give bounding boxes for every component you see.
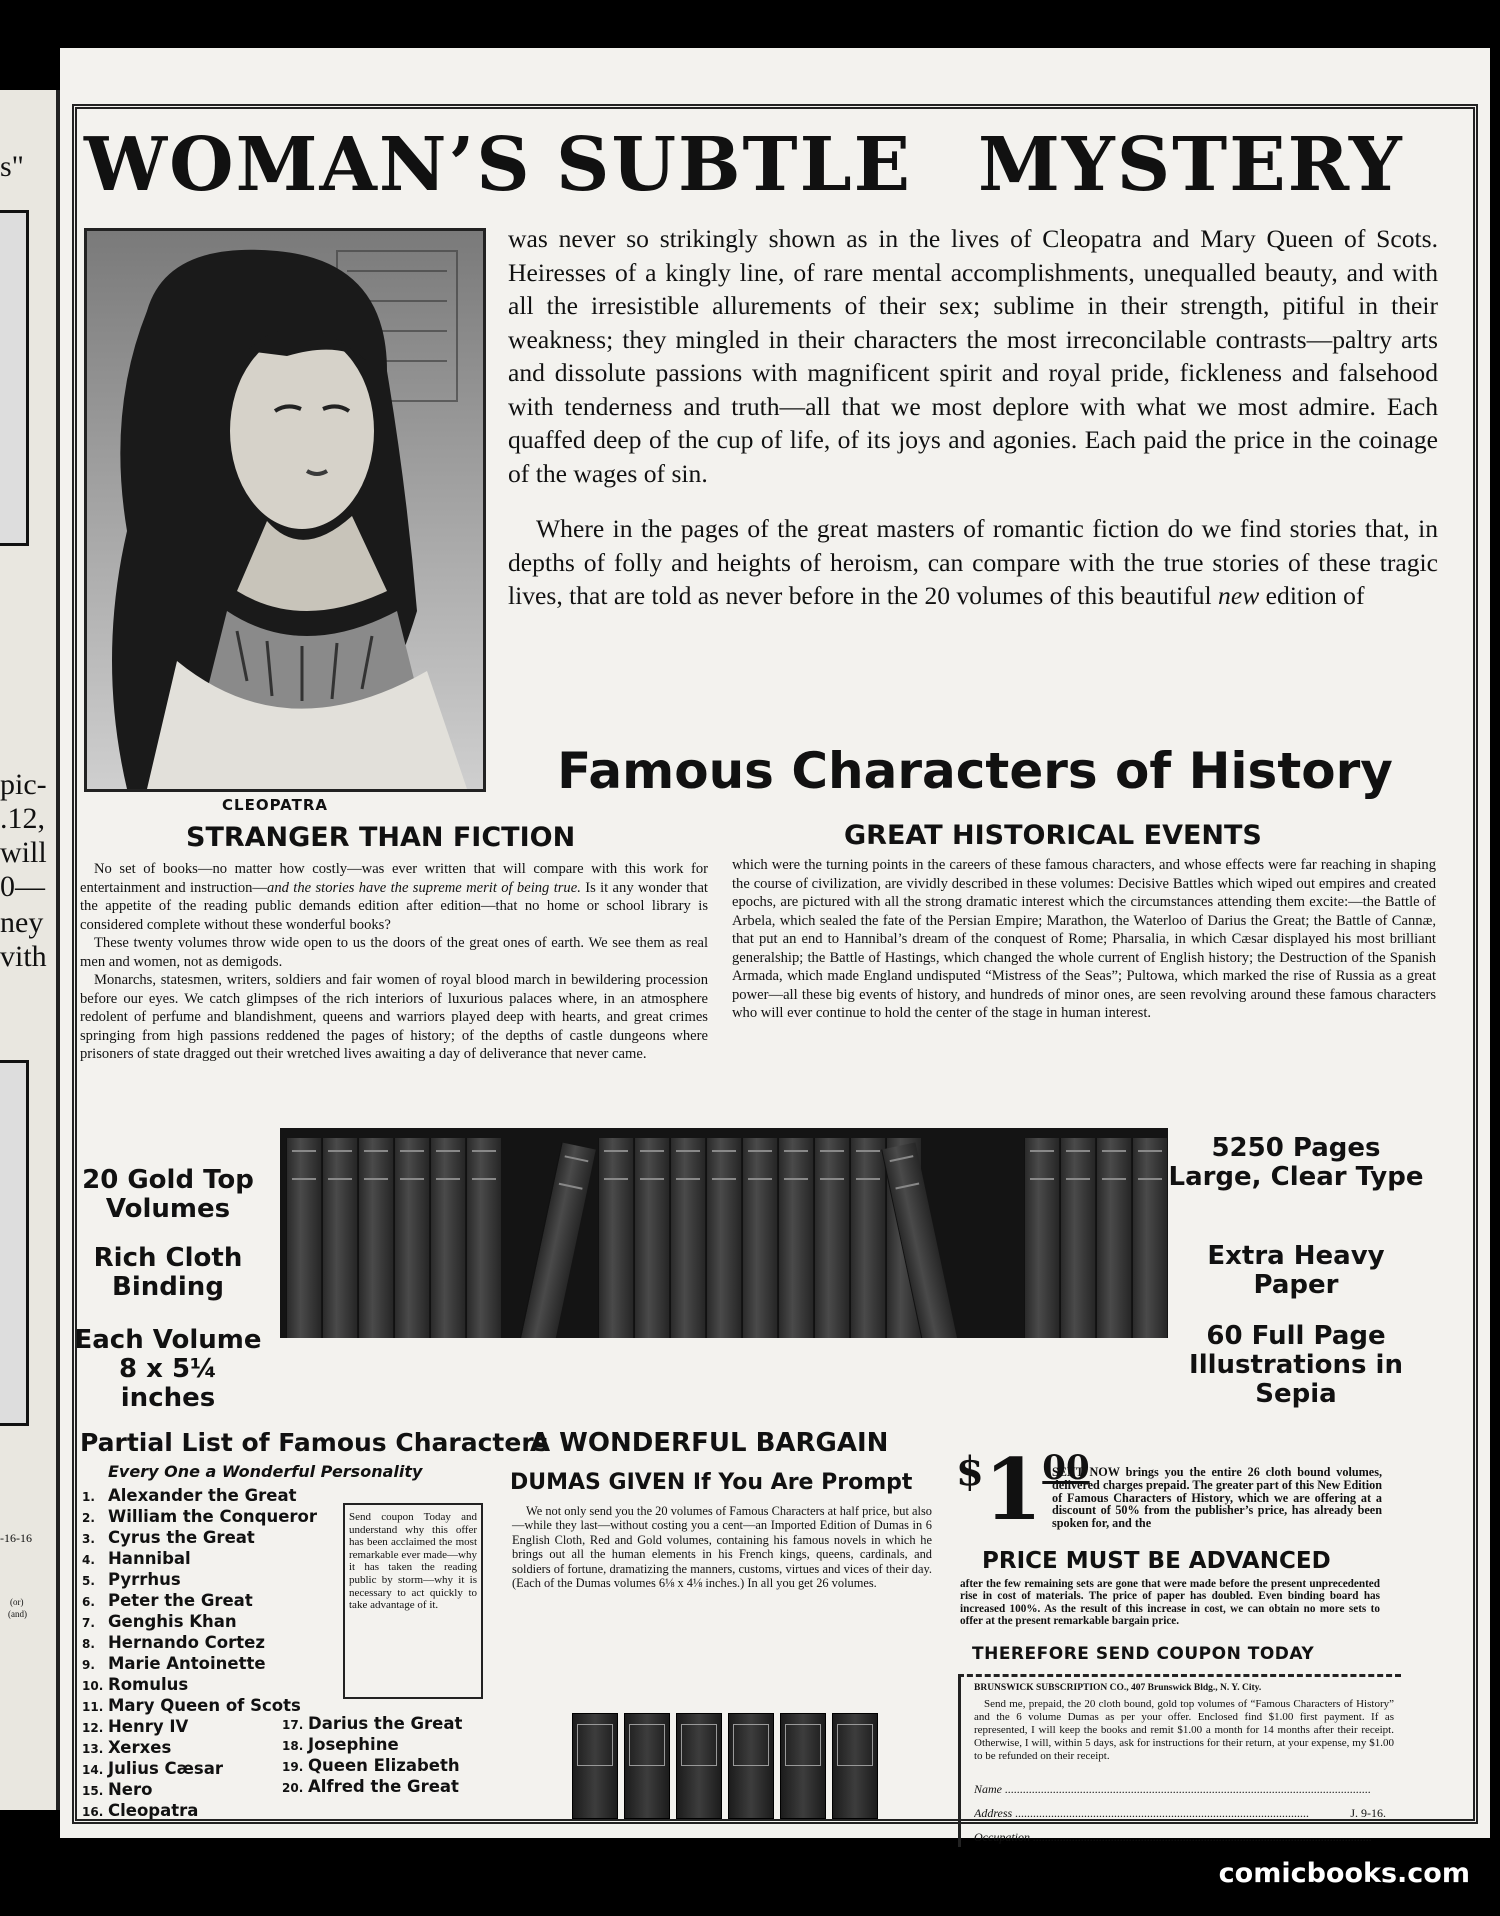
intro-paragraph: was never so strikingly shown as in the lives of Cleopatra and Mary Queen of Scots. Heiresses of a kingly line, of rare mental accomplishments, unequalled beauty, and with all the irresistible allurements of their sex; sublime in their strength, pitiful in their weakness; they mingled in their characters the most irreconcilable contrasts—paltry arts and dissolute passions with magnificent spirit and royal pride, fickleness and falsehood with tenderness and truth—all that we most deplore with what we most admire. Each quaffed deep of the cup of life, of its joys and agonies. Each paid the price in the coinage of the wages of sin. xyxy=(508,224,1438,488)
cleopatra-portrait xyxy=(84,228,486,792)
intro-emphasis: new xyxy=(1218,581,1260,610)
left-page-text: s" xyxy=(0,150,24,183)
source-watermark: comicbooks.com xyxy=(1218,1858,1470,1889)
character-item xyxy=(282,1756,462,1777)
feature-illustrations: 60 Full Page Illustrations in Sepia xyxy=(1189,1321,1403,1409)
character-name: Cyrus the Great xyxy=(108,1528,255,1547)
left-page-illustration xyxy=(0,210,29,546)
coupon-name-label: Name xyxy=(974,1782,1002,1796)
character-name: Xerxes xyxy=(108,1738,172,1757)
character-name: Romulus xyxy=(108,1675,189,1694)
left-page-text: ney xyxy=(0,906,44,939)
price-dollars: 1 xyxy=(983,1440,1043,1539)
character-item xyxy=(282,1735,462,1756)
character-number: 18. xyxy=(282,1739,304,1753)
bargain-heading: A WONDERFUL BARGAIN xyxy=(530,1428,889,1458)
stranger-emphasis: and the stories have the supreme merit of being true. xyxy=(267,879,581,896)
character-number: 14. xyxy=(82,1763,104,1777)
book-spine xyxy=(670,1138,705,1338)
characters-column-2 xyxy=(282,1714,462,1798)
character-number: 20. xyxy=(282,1781,304,1795)
character-item xyxy=(282,1714,462,1735)
book-spine xyxy=(1024,1138,1059,1338)
left-page-text: pic- xyxy=(0,768,47,801)
character-item xyxy=(82,1549,317,1570)
character-name: Nero xyxy=(108,1780,153,1799)
character-name: Hernando Cortez xyxy=(108,1633,265,1652)
character-number: 13. xyxy=(82,1742,104,1756)
character-number: 16. xyxy=(82,1805,104,1819)
portrait-caption: CLEOPATRA xyxy=(222,796,329,814)
feature-binding: Rich Cloth Binding xyxy=(93,1243,243,1302)
coupon-address-label: Address xyxy=(974,1806,1013,1820)
book-spine xyxy=(1132,1138,1167,1338)
character-item xyxy=(82,1675,317,1696)
intro-text-run: Where in the pages of the great masters of romantic fiction do we find stories that, in depths of folly and heights of heroism, can compare with the true stories of these tragic lives, that are told as never before in the 20 volumes of this beautiful xyxy=(508,514,1438,610)
character-number: 15. xyxy=(82,1784,104,1798)
dumas-volume xyxy=(832,1713,878,1819)
dumas-volume xyxy=(572,1713,618,1819)
price-dollar-sign: $ xyxy=(956,1448,984,1495)
intro-text-run: edition of xyxy=(1259,581,1365,610)
character-number: 10. xyxy=(82,1679,104,1693)
coupon-name-field[interactable]: Name .......................................................................................................................... xyxy=(974,1782,1371,1796)
stranger-text-run: No set of books—no matter how costly—was ever written that will compare with this work for entertainment and instruction— xyxy=(80,861,708,896)
character-number: 17. xyxy=(282,1718,304,1732)
dumas-volume xyxy=(624,1713,670,1819)
characters-list-title: Partial List of Famous Characters xyxy=(80,1428,549,1457)
book-set-illustration xyxy=(280,1128,1168,1338)
events-text xyxy=(732,856,1436,1023)
left-page-text: .12, xyxy=(0,802,45,835)
book-spine xyxy=(1060,1138,1095,1338)
series-title: Famous Characters of History xyxy=(557,742,1393,800)
character-name: Henry IV xyxy=(108,1717,189,1736)
character-name: Queen Elizabeth xyxy=(308,1756,460,1775)
character-number: 11. xyxy=(82,1700,104,1714)
character-item xyxy=(82,1612,317,1633)
dumas-set-illustration xyxy=(572,1703,892,1823)
book-spine xyxy=(706,1138,741,1338)
character-name: William the Conqueror xyxy=(108,1507,318,1526)
left-page-text: 0— xyxy=(0,870,45,903)
character-item xyxy=(82,1528,317,1549)
coupon-body: Send me, prepaid, the 20 cloth bound, gold top volumes of “Famous Characters of History” and the 6 volume Dumas as per your offer. Enclosed find $1.00 first payment. If as represented, I will keep the books and remit $1.00 a month for 14 months after their receipt. Otherwise, I will, within 5 days, ask for instructions for their return, at your expense, my $1.00 to be refunded on their receipt. xyxy=(974,1698,1394,1762)
price-cents: 00 xyxy=(1042,1448,1090,1488)
feature-pages xyxy=(1166,1134,1426,1192)
book-spine xyxy=(430,1138,465,1338)
headline-word: MYSTERY xyxy=(978,122,1404,208)
character-number: 12. xyxy=(82,1721,104,1735)
character-number: 5. xyxy=(82,1574,95,1588)
character-item xyxy=(282,1777,462,1798)
bargain-subheading: DUMAS GIVEN If You Are Prompt xyxy=(510,1470,913,1495)
book-spine xyxy=(466,1138,501,1338)
book-spine xyxy=(358,1138,393,1338)
advertisement-page xyxy=(60,48,1490,1844)
stranger-text xyxy=(80,860,708,1064)
stranger-paragraph: Monarchs, statesmen, writers, soldiers and fair women of royal blood march in bewildering procession before our eyes. We catch glimpses of the rich interiors of luxurious palaces where, in an atmosphere redolent of perfume and blandishment, queens and warriors played deep with hearts, and great crimes springing from high passions reddened the pages of history; of the depths of castle dungeons where prisoners of state dragged out their wretched lives awaiting a day of deliverance that never came. xyxy=(80,972,708,1062)
book-spine xyxy=(742,1138,777,1338)
character-name: Hannibal xyxy=(108,1549,191,1568)
left-page-text: (or) xyxy=(10,1597,24,1607)
book-spine xyxy=(286,1138,321,1338)
book-spine xyxy=(520,1142,596,1338)
headline-word: SUBTLE xyxy=(556,122,913,208)
events-heading: GREAT HISTORICAL EVENTS xyxy=(844,820,1262,851)
feature-size: Each Volume 8 x 5¼ inches xyxy=(74,1325,262,1413)
feature-volumes: 20 Gold Top Volumes xyxy=(82,1165,254,1224)
stranger-text-run: Is it any wonder that the appetite of the reading public demands edition after edition—that no home or school library is considered complete without these wonderful books? xyxy=(80,879,708,933)
character-name: Peter the Great xyxy=(108,1591,253,1610)
left-page-text: (and) xyxy=(8,1609,27,1619)
intro-text xyxy=(508,222,1438,635)
price-advanced-heading: PRICE MUST BE ADVANCED xyxy=(982,1548,1331,1574)
adjacent-page-fragment xyxy=(0,90,62,1810)
character-name: Marie Antoinette xyxy=(108,1654,266,1673)
coupon-occupation-label: Occupation xyxy=(974,1830,1030,1844)
character-item xyxy=(82,1507,317,1528)
feature-type: Large, Clear Type xyxy=(1168,1162,1424,1192)
character-number: 1. xyxy=(82,1490,95,1504)
character-number: 3. xyxy=(82,1532,95,1546)
characters-list-subtitle: Every One a Wonderful Personality xyxy=(108,1462,423,1481)
character-number: 6. xyxy=(82,1595,95,1609)
feature-paper: Extra Heavy Paper xyxy=(1207,1241,1385,1300)
character-number: 2. xyxy=(82,1511,95,1525)
character-item xyxy=(82,1633,317,1654)
character-name: Mary Queen of Scots xyxy=(108,1696,301,1715)
coupon-text xyxy=(974,1682,1394,1763)
book-spine xyxy=(1096,1138,1131,1338)
stranger-heading: STRANGER THAN FICTION xyxy=(186,822,576,853)
character-name: Alfred the Great xyxy=(308,1777,459,1796)
stranger-paragraph xyxy=(80,860,708,934)
character-name: Genghis Khan xyxy=(108,1612,237,1631)
character-item xyxy=(82,1654,317,1675)
character-number: 7. xyxy=(82,1616,95,1630)
character-name: Alexander the Great xyxy=(108,1486,297,1505)
character-number: 4. xyxy=(82,1553,95,1567)
send-coupon-heading: THEREFORE SEND COUPON TODAY xyxy=(972,1644,1315,1664)
stranger-paragraph: These twenty volumes throw wide open to us the doors of the great ones of earth. We see them as real men and women, not as demigods. xyxy=(80,935,708,970)
character-name: Julius Cæsar xyxy=(108,1759,224,1778)
book-spine xyxy=(850,1138,885,1338)
dumas-volume xyxy=(780,1713,826,1819)
book-spine xyxy=(322,1138,357,1338)
coupon-address: BRUNSWICK SUBSCRIPTION CO., 407 Brunswick Bldg., N. Y. City. xyxy=(974,1683,1262,1693)
character-number: 19. xyxy=(282,1760,304,1774)
book-spine xyxy=(814,1138,849,1338)
price-advanced-paragraph: after the few remaining sets are gone that were made before the present unprecedented rise in cost of materials. The price of paper has doubled. Even binding board has increased 100%. As the result of this increase in cost, we can obtain no more sets to offer at the present remarkable bargain price. xyxy=(960,1578,1380,1628)
character-item xyxy=(82,1801,317,1822)
left-page-text: will xyxy=(0,836,47,869)
character-item xyxy=(82,1570,317,1591)
character-item xyxy=(82,1591,317,1612)
book-spine xyxy=(598,1138,633,1338)
feature-pages-count: 5250 Pages xyxy=(1211,1133,1381,1163)
character-item xyxy=(82,1486,317,1507)
book-spine xyxy=(778,1138,813,1338)
sent-now-text: SENT NOW brings you the entire 26 cloth bound volumes, delivered charges prepaid. The greater part of this New Edition of Famous Characters of History, which we are offering at a discount of 50% from the publisher’s price, has already been spoken for, and the xyxy=(1052,1465,1382,1531)
dumas-volume xyxy=(728,1713,774,1819)
character-number: 9. xyxy=(82,1658,95,1672)
left-page-text: vith xyxy=(0,940,47,973)
left-page-illustration xyxy=(0,1060,29,1426)
bargain-text xyxy=(512,1504,932,1590)
character-name: Darius the Great xyxy=(308,1714,463,1733)
character-name: Pyrrhus xyxy=(108,1570,181,1589)
character-name: Josephine xyxy=(308,1735,399,1754)
coupon-address-field[interactable]: Address .................................................................................................. J. 9-16. xyxy=(974,1806,1386,1820)
book-spine xyxy=(634,1138,669,1338)
coupon-code: J. 9-16. xyxy=(1350,1806,1386,1820)
headline-word: WOMAN’S xyxy=(84,122,532,208)
dumas-volume xyxy=(676,1713,722,1819)
coupon-occupation-field[interactable]: Occupation ................................................................................................................. xyxy=(974,1830,1372,1844)
character-name: Cleopatra xyxy=(108,1801,199,1820)
bargain-paragraph: We not only send you the 20 volumes of Famous Characters at half price, but also—while they last—without costing you a cent—an Imported Edition of Dumas in 6 English Cloth, Red and Gold volumes, containing his famous novels in which he brings out all the human elements in his French kings, queens, cardinals, and soldiers of fortune, dramatizing the manners, customs, virtues and vices of their day. (Each of the Dumas volumes 6⅛ x 4⅛ inches.) In all you get 26 volumes. xyxy=(512,1504,932,1591)
character-number: 8. xyxy=(82,1637,95,1651)
intro-paragraph xyxy=(508,512,1438,613)
book-spine xyxy=(394,1138,429,1338)
send-coupon-note: Send coupon Today and understand why this offer has been acclaimed the most remarkable ever made—why it has taken the reading public by storm—why it is necessary to act quickly to take advantage of it. xyxy=(343,1503,483,1699)
price-advanced-text xyxy=(960,1578,1380,1628)
events-paragraph: which were the turning points in the careers of these famous characters, and whose effects were far reaching in shaping the course of civilization, are vividly described in these volumes: Decisive Battles which wiped out empires and created epochs, are pictured with all the strong dramatic interest which the circumstances attending them excite:—the Battle of Arbela, which sealed the fate of the Persian Empire; Marathon, the Waterloo of Darius the Great; the Battle of Cannæ, that put an end to Hannibal’s dream of the conquest of Rome; Pharsalia, in which Cæsar displayed his most brilliant generalship; the Battle of Hastings, which changed the whole current of English history; the Destruction of the Spanish Armada, which made England undisputed “Mistress of the Seas”; Pultowa, which marked the rise of Russia as a great power—all these big events of history, and hundreds of minor ones, are seen revolving around these famous characters who will ever continue to hold the center of the stage in human interest. xyxy=(732,857,1436,1021)
left-page-text: -16-16 xyxy=(0,1531,32,1545)
